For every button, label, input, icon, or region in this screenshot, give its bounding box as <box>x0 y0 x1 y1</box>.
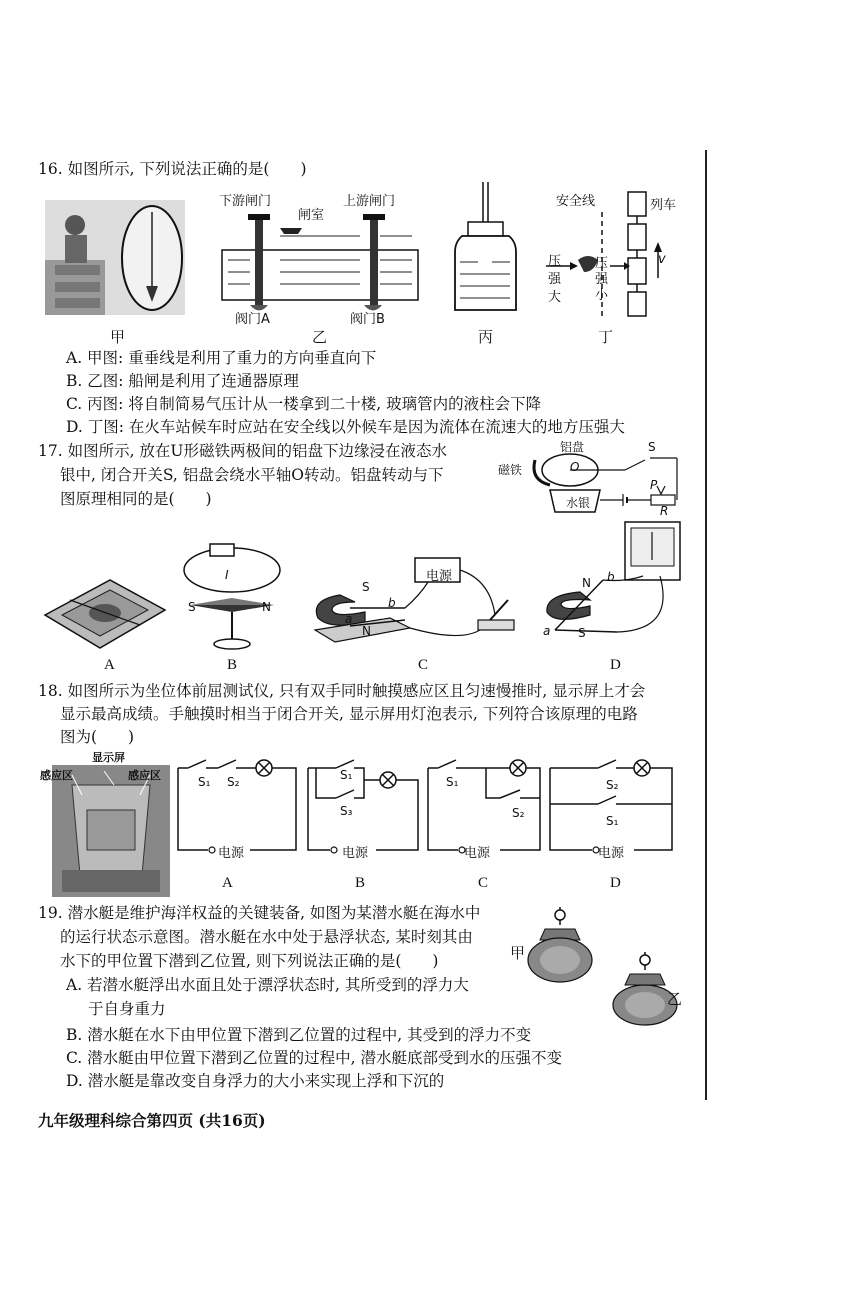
q19-stem-line3: 水下的甲位置下潜到乙位置, 则下列说法正确的是( ) <box>60 952 439 970</box>
q17-axis-o: O <box>570 460 580 474</box>
q19-label-jia: 甲 <box>510 946 526 962</box>
q17-fig-a <box>40 570 170 650</box>
q18-a-power: 电源 <box>218 846 245 861</box>
q17-mercury-label: 水银 <box>566 496 591 510</box>
q18-d-power: 电源 <box>598 846 625 861</box>
q17-fig-c <box>310 550 525 650</box>
q16-label-yi: 乙 <box>312 330 328 346</box>
q17-switch-label: S <box>648 440 656 454</box>
q18-label-c: C <box>478 875 489 891</box>
q17-label-d: D <box>610 657 621 673</box>
q16-fig-bing <box>450 182 520 317</box>
q16-option-a: A. 甲图: 重垂线是利用了重力的方向垂直向下 <box>66 349 377 367</box>
q18-label-d: D <box>610 875 621 891</box>
q18-photo-screen: 显示屏 <box>92 751 125 764</box>
q18-stem-line1: 18. 如图所示为坐位体前屈测试仪, 只有双手同时触摸感应区且匀速慢推时, 显示屏上才会 <box>38 682 646 700</box>
q16-train: 列车 <box>650 198 677 213</box>
q16-lock-valve-b: 阀门B <box>350 312 385 327</box>
q17-c-north: N <box>362 624 371 638</box>
q17-d-a: a <box>543 624 551 638</box>
q17-b-current: I <box>225 568 229 582</box>
q18-b-s3: S₃ <box>340 804 353 818</box>
q19-option-a-line1: A. 若潜水艇浮出水面且处于漂浮状态时, 其所受到的浮力大 <box>66 976 469 994</box>
q16-safety-line: 安全线 <box>556 194 596 209</box>
q17-d-south: S <box>578 626 586 640</box>
q18-a-s1: S₁ <box>198 775 211 789</box>
q18-c-s2: S₂ <box>512 806 525 820</box>
q19-stem-line1: 19. 潜水艇是维护海洋权益的关键装备, 如图为某潜水艇在海水中 <box>38 904 481 922</box>
q17-fig-b <box>170 540 295 655</box>
q17-c-power: 电源 <box>426 569 453 584</box>
q16-low-p-1: 压 <box>595 256 609 271</box>
q16-velocity: v <box>658 252 666 267</box>
q16-high-p-2: 强 <box>548 272 562 287</box>
q18-photo-sensor-left: 感应区 <box>40 769 73 782</box>
q16-high-p-3: 大 <box>548 290 562 305</box>
q18-device-photo <box>52 765 170 897</box>
q17-c-b: b <box>388 596 396 610</box>
q19-submarine-jia <box>525 905 595 985</box>
q17-stem-line3: 图原理相同的是( ) <box>60 490 212 508</box>
q18-b-s1: S₁ <box>340 768 353 782</box>
q16-lock-chamber: 闸室 <box>298 208 325 223</box>
q17-stem-line1: 17. 如图所示, 放在U形磁铁两极间的铝盘下边缘浸在液态水 <box>38 442 447 460</box>
q16-lock-downstream: 下游闸门 <box>219 194 272 209</box>
q18-c-s1: S₁ <box>446 775 459 789</box>
q18-c-power: 电源 <box>464 846 491 861</box>
q17-b-north: N <box>262 600 271 614</box>
q19-label-yi: 乙 <box>667 992 683 1008</box>
q18-stem-line2: 显示最高成绩。手触摸时相当于闭合开关, 显示屏用灯泡表示, 下列符合该原理的电路 <box>60 705 638 723</box>
q16-low-p-2: 强 <box>595 272 609 287</box>
q16-fig-jia <box>45 200 185 315</box>
q17-disc-label: 铝盘 <box>560 440 585 454</box>
q17-label-c: C <box>418 657 429 673</box>
q17-p-label: P <box>650 478 658 492</box>
q18-photo-sensor-right: 感应区 <box>128 769 161 782</box>
q16-label-jia: 甲 <box>110 330 126 346</box>
q17-label-a: A <box>104 657 115 673</box>
q16-option-b: B. 乙图: 船闸是利用了连通器原理 <box>66 372 299 390</box>
q17-c-south: S <box>362 580 370 594</box>
q16-label-ding: 丁 <box>598 330 614 346</box>
q19-option-b: B. 潜水艇在水下由甲位置下潜到乙位置的过程中, 其受到的浮力不变 <box>66 1026 532 1044</box>
q19-stem-line2: 的运行状态示意图。潜水艇在水中处于悬浮状态, 某时刻其由 <box>60 928 473 946</box>
q17-magnet-label: 磁铁 <box>498 463 523 477</box>
q16-lock-upstream: 上游闸门 <box>343 194 396 209</box>
q17-c-a: a <box>345 612 353 626</box>
q17-fig-d <box>535 520 685 650</box>
q19-option-a-line2: 于自身重力 <box>88 1000 166 1018</box>
q16-stem: 16. 如图所示, 下列说法正确的是( ) <box>38 160 307 178</box>
q16-option-c: C. 丙图: 将自制简易气压计从一楼拿到二十楼, 玻璃管内的液柱会下降 <box>66 395 542 413</box>
page-footer: 九年级理科综合第四页 (共16页) <box>38 1111 266 1130</box>
q17-label-b: B <box>227 657 238 673</box>
q18-stem-line3: 图为( ) <box>60 728 135 746</box>
q16-high-p-1: 压 <box>548 254 562 269</box>
q19-option-c: C. 潜水艇由甲位置下潜到乙位置的过程中, 潜水艇底部受到水的压强不变 <box>66 1049 563 1067</box>
q18-d-s2: S₂ <box>606 778 619 792</box>
q17-r-label: R <box>660 504 669 518</box>
q16-lock-valve-a: 阀门A <box>235 312 270 327</box>
column-divider <box>705 150 707 1100</box>
q16-low-p-3: 小 <box>595 288 609 303</box>
q16-option-d: D. 丁图: 在火车站候车时应站在安全线以外候车是因为流体在流速大的地方压强大 <box>66 418 625 436</box>
q17-d-b: b <box>607 570 615 584</box>
q18-label-a: A <box>222 875 233 891</box>
q17-b-south: S <box>188 600 196 614</box>
q19-option-d: D. 潜水艇是靠改变自身浮力的大小来实现上浮和下沉的 <box>66 1072 445 1090</box>
q17-stem-line2: 银中, 闭合开关S, 铝盘会绕水平轴O转动。铝盘转动与下 <box>60 466 444 484</box>
q17-d-north: N <box>582 576 591 590</box>
q18-d-s1: S₁ <box>606 814 619 828</box>
q18-b-power: 电源 <box>342 846 369 861</box>
q18-a-s2: S₂ <box>227 775 240 789</box>
q18-label-b: B <box>355 875 366 891</box>
q16-label-bing: 丙 <box>478 330 494 346</box>
